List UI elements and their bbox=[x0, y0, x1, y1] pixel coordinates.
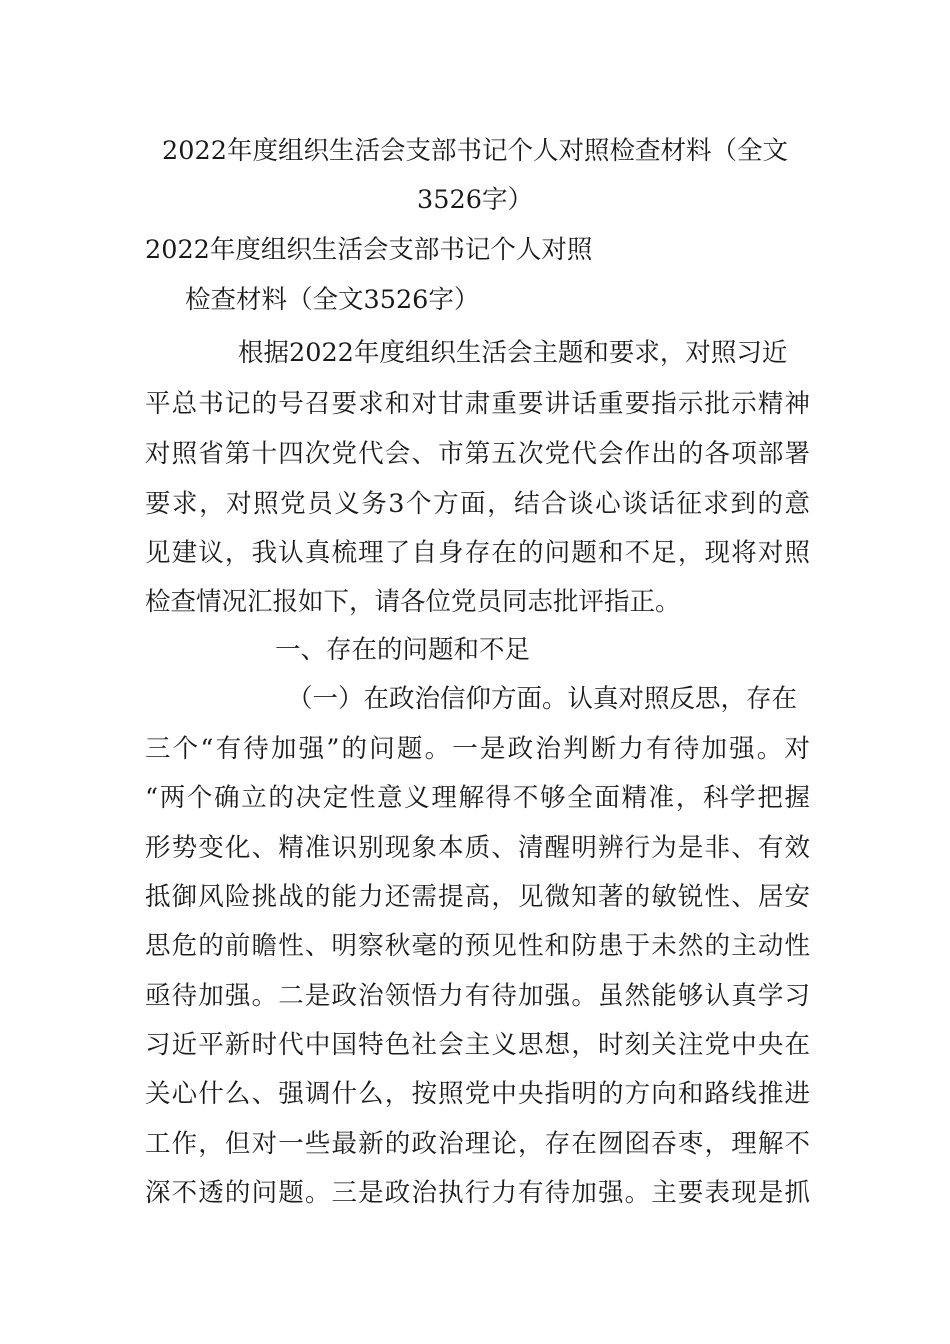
body-paragraph-line: 三个“有待加强”的问题。一是政治判断力有待加强。对 bbox=[145, 734, 810, 764]
intro-paragraph-line: 根据2022年度组织生活会主题和要求，对照习近 bbox=[238, 338, 788, 368]
intro-paragraph-line: 检查情况汇报如下，请各位党员同志批评指正。 bbox=[145, 587, 681, 617]
intro-paragraph-line: 要求，对照党员义务3个方面，结合谈心谈话征求到的意 bbox=[145, 489, 810, 519]
intro-paragraph-line: 平总书记的号召要求和对甘肃重要讲话重要指示批示精神 bbox=[145, 389, 810, 419]
body-paragraph-line: 习近平新时代中国特色社会主义思想，时刻关注党中央在 bbox=[145, 1030, 810, 1060]
body-paragraph-line: （一）在政治信仰方面。认真对照反思，存在 bbox=[287, 684, 798, 714]
document-title-line-2: 3526字） bbox=[417, 185, 533, 215]
body-paragraph-line: “两个确立的决定性意义理解得不够全面精准，科学把握 bbox=[145, 783, 810, 813]
intro-paragraph-line: 对照省第十四次党代会、市第五次党代会作出的各项部署 bbox=[145, 439, 810, 469]
section-heading: 一、存在的问题和不足 bbox=[275, 635, 531, 665]
body-paragraph-line: 抵御风险挑战的能力还需提高，见微知著的敏锐性、居安 bbox=[145, 882, 810, 912]
body-paragraph-line: 深不透的问题。三是政治执行力有待加强。主要表现是抓 bbox=[145, 1178, 810, 1208]
body-paragraph-line: 思危的前瞻性、明察秋毫的预见性和防患于未然的主动性 bbox=[145, 931, 810, 961]
subtitle-line-1: 2022年度组织生活会支部书记个人对照 bbox=[145, 235, 593, 265]
body-paragraph-line: 亟待加强。二是政治领悟力有待加强。虽然能够认真学习 bbox=[145, 981, 810, 1011]
document-title-line-1: 2022年度组织生活会支部书记个人对照检查材料（全文 bbox=[162, 136, 788, 166]
intro-paragraph-line: 见建议，我认真梳理了自身存在的问题和不足，现将对照 bbox=[145, 538, 810, 568]
body-paragraph-line: 工作，但对一些最新的政治理论，存在囫囵吞枣，理解不 bbox=[145, 1129, 810, 1159]
subtitle-line-2: 检查材料（全文3526字） bbox=[185, 285, 480, 315]
body-paragraph-line: 关心什么、强调什么，按照党中央指明的方向和路线推进 bbox=[145, 1079, 810, 1109]
body-paragraph-line: 形势变化、精准识别现象本质、清醒明辨行为是非、有效 bbox=[145, 833, 810, 863]
